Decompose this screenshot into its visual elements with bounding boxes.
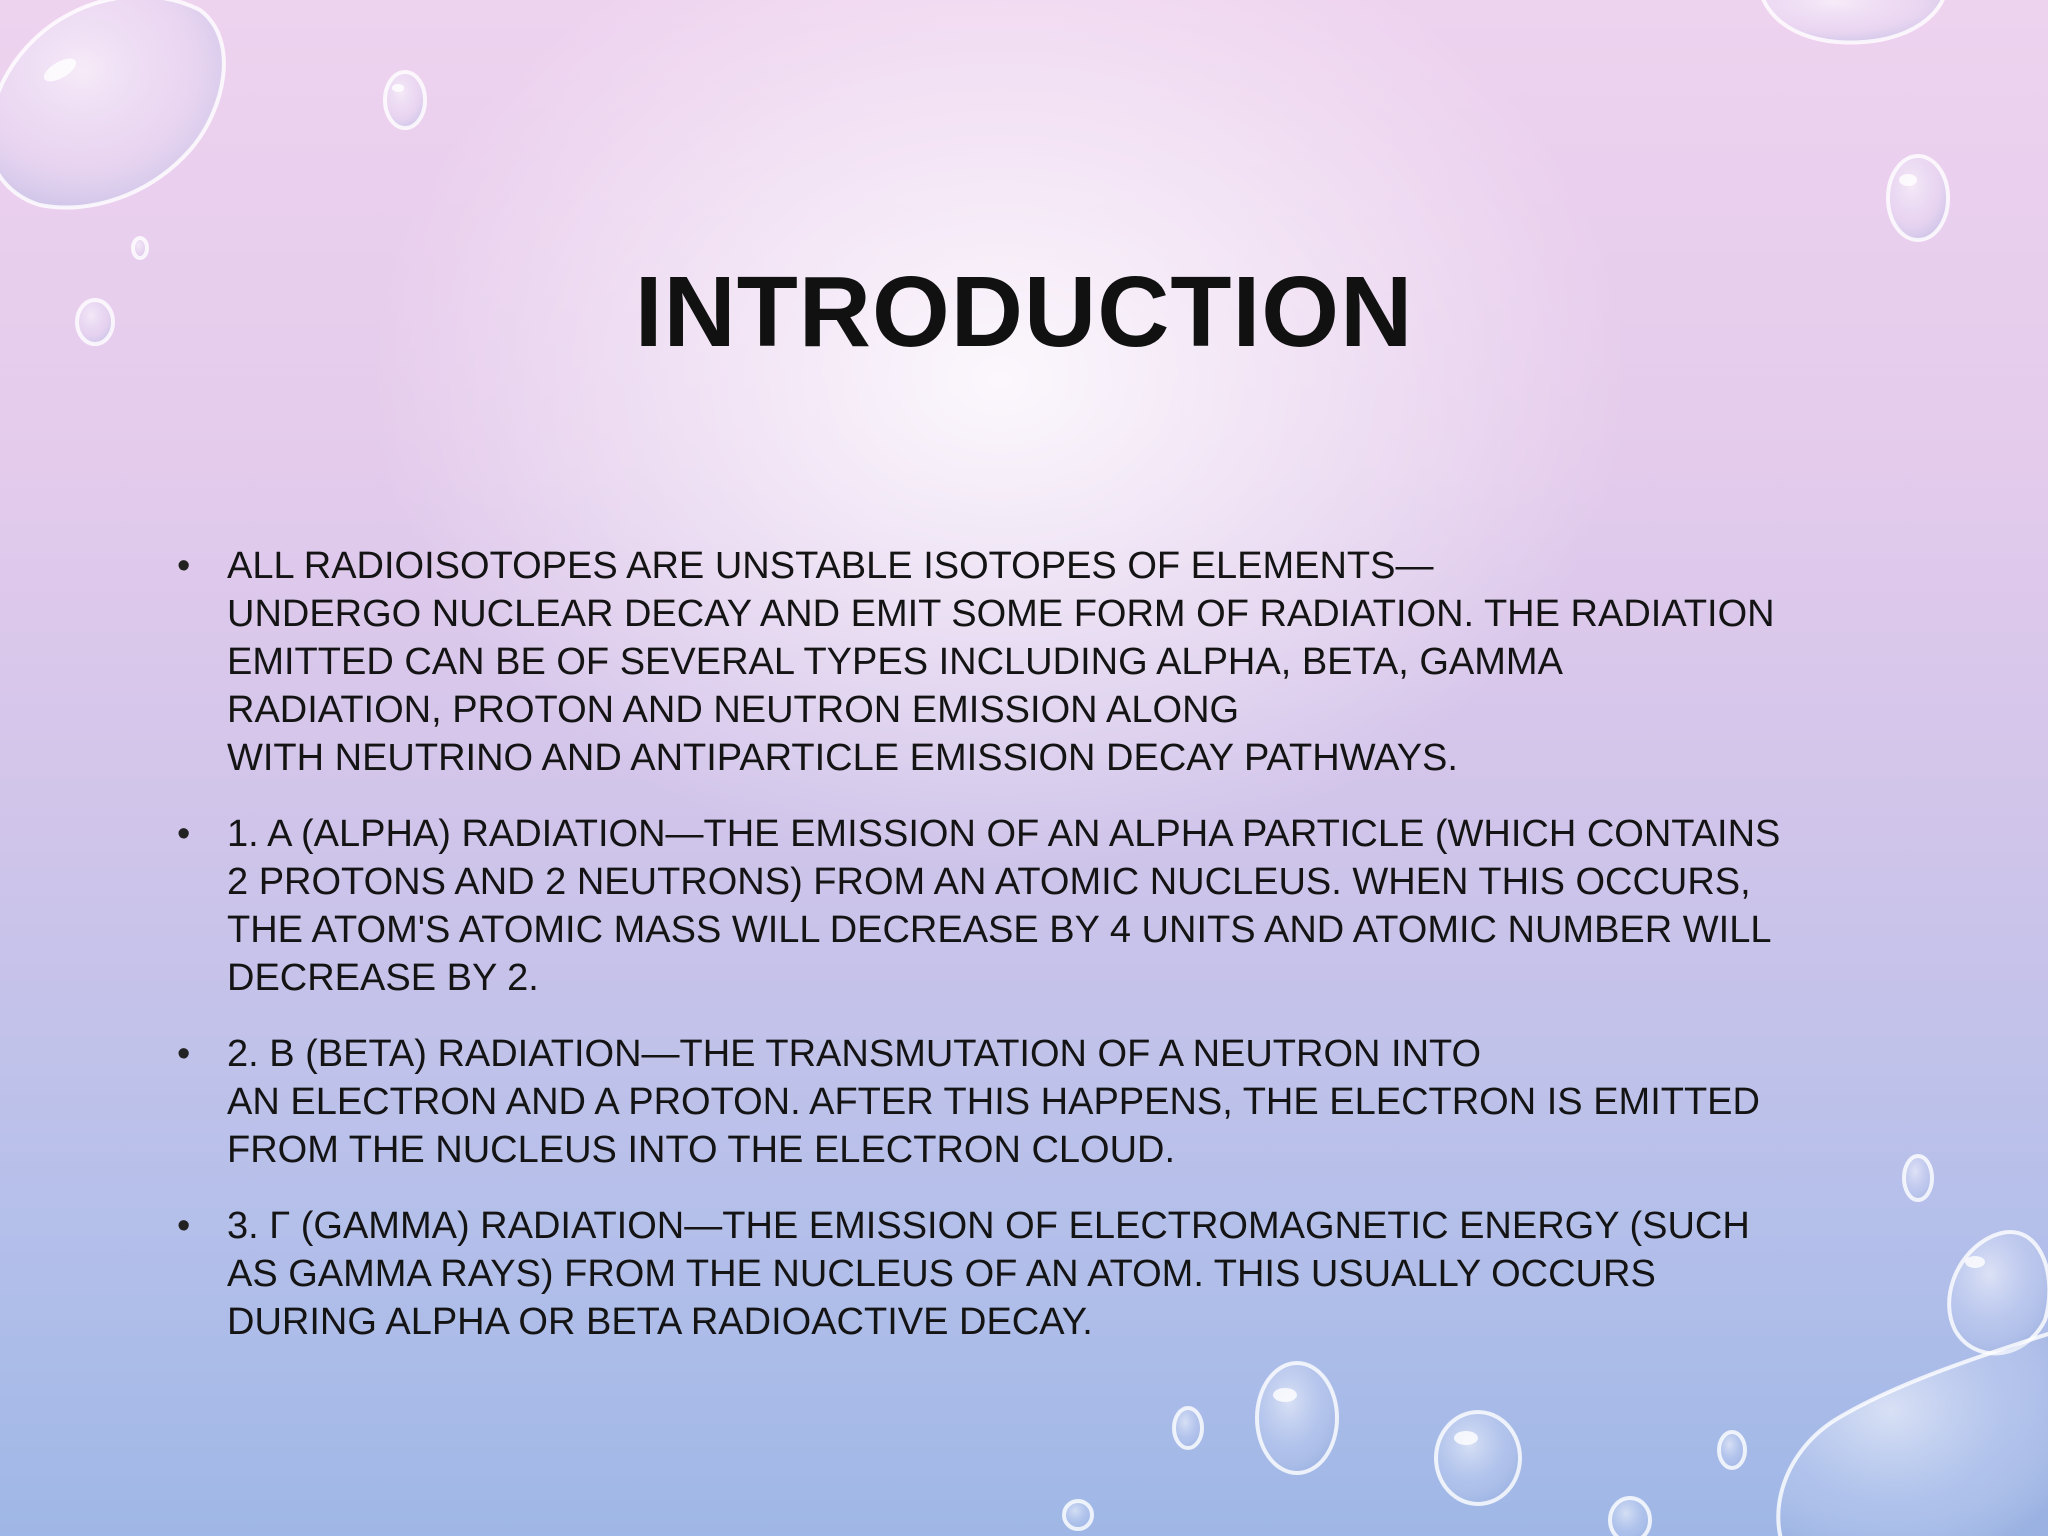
bullet-line: DECREASE BY 2. (227, 957, 539, 999)
droplet-shape (0, 0, 224, 208)
bullet-line: 1. Α (ALPHA) RADIATION—THE EMISSION OF AN ALPHA PARTICLE (WHICH CONTAINS (227, 813, 1781, 855)
bullet-marker: • (177, 813, 191, 855)
slide-title: INTRODUCTION (634, 256, 1414, 368)
bullet-line: 3. Γ (GAMMA) RADIATION—THE EMISSION OF ELECTROMAGNETIC ENERGY (SUCH (227, 1205, 1750, 1247)
bullet-line: ALL RADIOISOTOPES ARE UNSTABLE ISOTOPES OF ELEMENTS— (227, 545, 1434, 587)
bullet-line: EMITTED CAN BE OF SEVERAL TYPES INCLUDING ALPHA, BETA, GAMMA (227, 641, 1563, 683)
bullet-line: DURING ALPHA OR BETA RADIOACTIVE DECAY. (227, 1301, 1093, 1343)
droplet-shape (1436, 1412, 1520, 1504)
droplet-shape (1949, 1232, 2048, 1353)
bullet-line: 2 PROTONS AND 2 NEUTRONS) FROM AN ATOMIC NUCLEUS. WHEN THIS OCCURS, (227, 861, 1751, 903)
bullet-line: AS GAMMA RAYS) FROM THE NUCLEUS OF AN ATOM. THIS USUALLY OCCURS (227, 1253, 1656, 1295)
droplet-shape (133, 238, 147, 258)
droplet-shape (1257, 1363, 1337, 1473)
bullet-line: UNDERGO NUCLEAR DECAY AND EMIT SOME FORM OF RADIATION. THE RADIATION (227, 593, 1775, 635)
droplet-shape (1888, 156, 1948, 240)
bullet-item (175, 810, 1875, 1002)
bullet-line: THE ATOM'S ATOMIC MASS WILL DECREASE BY 4 UNITS AND ATOMIC NUMBER WILL (227, 909, 1772, 951)
droplet-shape (1904, 1156, 1932, 1200)
droplet-shape (385, 72, 425, 128)
bullet-line: RADIATION, PROTON AND NEUTRON EMISSION ALONG (227, 689, 1240, 731)
droplet-shape (1760, 0, 1946, 43)
bullet-line: 2. Β (BETA) RADIATION—THE TRANSMUTATION OF A NEUTRON INTO (227, 1033, 1482, 1075)
droplet-shape (1174, 1408, 1202, 1448)
bullet-line: FROM THE NUCLEUS INTO THE ELECTRON CLOUD. (227, 1129, 1176, 1171)
bullet-item (175, 1030, 1875, 1174)
bullet-line: WITH NEUTRINO AND ANTIPARTICLE EMISSION DECAY PATHWAYS. (227, 737, 1458, 779)
bullet-list (175, 542, 1875, 1374)
bullet-marker: • (177, 1205, 191, 1247)
bullet-item (175, 542, 1875, 782)
bullet-marker: • (177, 545, 191, 587)
bullet-marker: • (177, 1033, 191, 1075)
droplet-shape (1719, 1432, 1745, 1468)
bullet-item (175, 1202, 1875, 1346)
droplet-shape (1064, 1501, 1092, 1529)
droplet-shape (1610, 1498, 1650, 1536)
bullet-line: AN ELECTRON AND A PROTON. AFTER THIS HAPPENS, THE ELECTRON IS EMITTED (227, 1081, 1760, 1123)
